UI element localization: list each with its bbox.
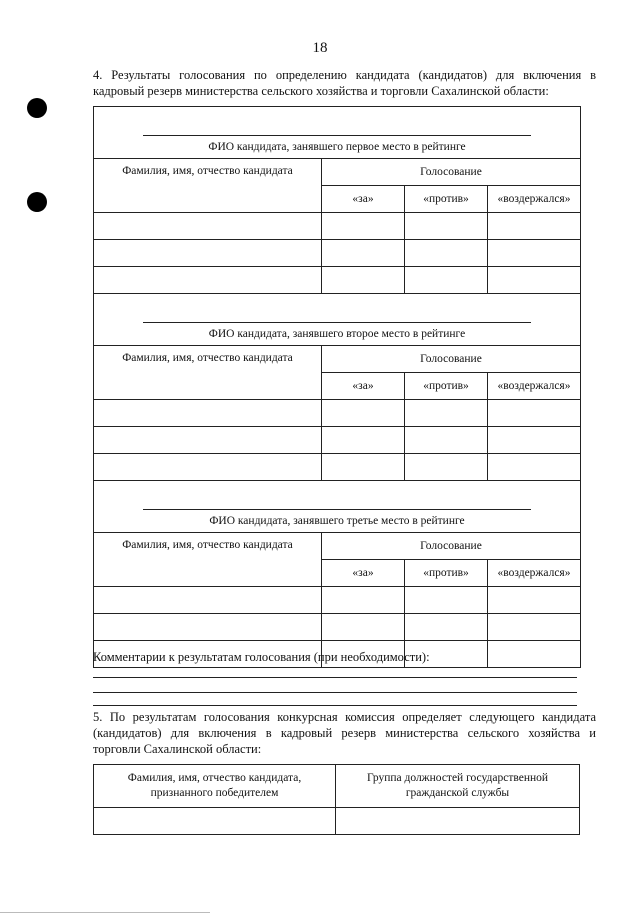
- name-cell[interactable]: [94, 400, 322, 427]
- section-4-text: [93, 67, 596, 99]
- col-against: «против»: [405, 186, 488, 213]
- winner-table: [93, 764, 580, 835]
- comment-line-1[interactable]: [93, 677, 577, 678]
- section-4-line-1: 4. Результаты голосования по определению кандидата (кандидатов) для включения в: [93, 68, 596, 82]
- against-cell[interactable]: [405, 400, 488, 427]
- abstain-cell[interactable]: [488, 587, 581, 614]
- rank-2-header-row: [94, 346, 581, 373]
- for-cell[interactable]: [322, 240, 405, 267]
- winner-name-cell[interactable]: [94, 808, 336, 835]
- name-cell[interactable]: [94, 587, 322, 614]
- for-cell[interactable]: [322, 427, 405, 454]
- name-header: Фамилия, имя, отчество кандидата: [94, 346, 322, 400]
- voting-header: Голосование: [322, 346, 581, 373]
- position-group-header-line-2: гражданской службы: [405, 787, 510, 799]
- name-cell[interactable]: [94, 454, 322, 481]
- position-group-header-line-1: Группа должностей государственной: [366, 772, 549, 784]
- rank-1-title-cell[interactable]: [94, 107, 581, 159]
- against-cell[interactable]: [405, 454, 488, 481]
- for-cell[interactable]: [322, 614, 405, 641]
- rank-3-header-row: [94, 533, 581, 560]
- table-row: [94, 213, 581, 240]
- table-row: [94, 454, 581, 481]
- col-against: «против»: [405, 373, 488, 400]
- for-cell[interactable]: [322, 587, 405, 614]
- candidate-name-line: [143, 135, 531, 136]
- section-4-line-2: кадровый резерв министерства сельского хозяйства и торговли Сахалинской области:: [93, 84, 549, 98]
- abstain-cell[interactable]: [488, 427, 581, 454]
- name-header: Фамилия, имя, отчество кандидата: [94, 159, 322, 213]
- table-row: [94, 427, 581, 454]
- candidate-name-line: [143, 509, 531, 510]
- rank-3-title-row: [94, 481, 581, 533]
- punch-hole-bottom: [27, 192, 47, 212]
- position-group-header: [336, 765, 580, 808]
- col-against: «против»: [405, 560, 488, 587]
- winner-header-row: [94, 765, 580, 808]
- rank-2-title-row: [94, 294, 581, 346]
- table-row: [94, 614, 581, 641]
- against-cell[interactable]: [405, 614, 488, 641]
- rank-3-title-cell[interactable]: [94, 481, 581, 533]
- comment-line-3[interactable]: [93, 705, 577, 706]
- section-5-line-3: торговли Сахалинской области:: [93, 742, 262, 756]
- section-5-line-1: 5. По результатам голосования конкурсная комиссия определяет следующего кандидата: [93, 710, 596, 724]
- col-abstain: «воздержался»: [488, 373, 581, 400]
- rank-1-header-row: [94, 159, 581, 186]
- for-cell[interactable]: [322, 267, 405, 294]
- name-cell[interactable]: [94, 240, 322, 267]
- rank-3-title: ФИО кандидата, занявшего третье место в рейтинге: [209, 515, 465, 527]
- voting-header: Голосование: [322, 533, 581, 560]
- table-row: [94, 267, 581, 294]
- rank-1-title: ФИО кандидата, занявшего первое место в рейтинге: [208, 141, 466, 153]
- abstain-cell[interactable]: [488, 240, 581, 267]
- rank-1-title-row: [94, 107, 581, 159]
- section-5-text: [93, 709, 596, 757]
- winner-name-header-line-1: Фамилия, имя, отчество кандидата,: [127, 772, 302, 784]
- against-cell[interactable]: [405, 213, 488, 240]
- candidate-name-line: [143, 322, 531, 323]
- abstain-cell[interactable]: [488, 614, 581, 641]
- table-row: [94, 808, 580, 835]
- abstain-cell[interactable]: [488, 213, 581, 240]
- voting-results-table: [93, 106, 581, 668]
- scan-edge-line: [0, 912, 210, 913]
- page-number: 18: [312, 40, 328, 56]
- table-row: [94, 400, 581, 427]
- voting-header: Голосование: [322, 159, 581, 186]
- col-for: «за»: [322, 186, 405, 213]
- name-cell[interactable]: [94, 427, 322, 454]
- name-cell[interactable]: [94, 614, 322, 641]
- abstain-cell[interactable]: [488, 267, 581, 294]
- against-cell[interactable]: [405, 587, 488, 614]
- against-cell[interactable]: [405, 240, 488, 267]
- abstain-cell[interactable]: [488, 454, 581, 481]
- for-cell[interactable]: [322, 400, 405, 427]
- winner-name-header-line-2: признанного победителем: [150, 787, 279, 799]
- for-cell[interactable]: [322, 213, 405, 240]
- position-group-cell[interactable]: [336, 808, 580, 835]
- col-for: «за»: [322, 560, 405, 587]
- comment-line-2[interactable]: [93, 692, 577, 693]
- for-cell[interactable]: [322, 454, 405, 481]
- section-5-line-2: (кандидатов) для включения в кадровый резерв министерства сельского хозяйства и: [93, 726, 596, 740]
- name-header: Фамилия, имя, отчество кандидата: [94, 533, 322, 587]
- abstain-cell[interactable]: [488, 641, 581, 668]
- table-row: [94, 240, 581, 267]
- abstain-cell[interactable]: [488, 400, 581, 427]
- col-for: «за»: [322, 373, 405, 400]
- punch-hole-top: [27, 98, 47, 118]
- table-row: [94, 587, 581, 614]
- comments-label: Комментарии к результатам голосования (при необходимости):: [93, 650, 430, 664]
- rank-2-title-cell[interactable]: [94, 294, 581, 346]
- against-cell[interactable]: [405, 427, 488, 454]
- col-abstain: «воздержался»: [488, 560, 581, 587]
- name-cell[interactable]: [94, 213, 322, 240]
- col-abstain: «воздержался»: [488, 186, 581, 213]
- rank-2-title: ФИО кандидата, занявшего второе место в рейтинге: [208, 328, 466, 340]
- name-cell[interactable]: [94, 267, 322, 294]
- winner-name-header: [94, 765, 336, 808]
- against-cell[interactable]: [405, 267, 488, 294]
